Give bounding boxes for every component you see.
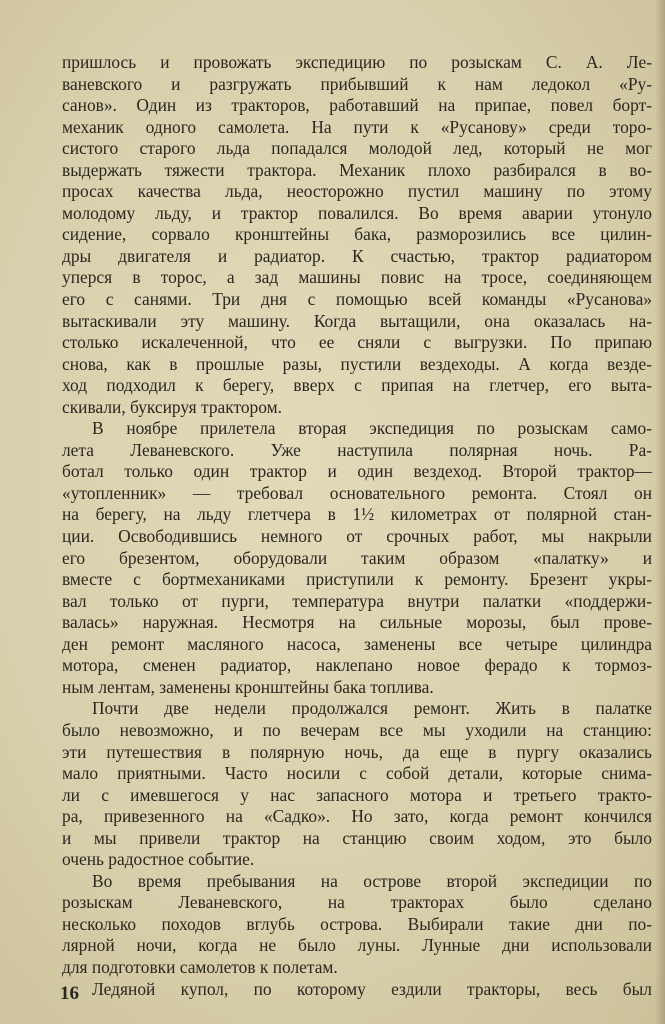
text-line: систого старого льда попадался молодой лед, который не мог — [62, 138, 652, 159]
text-line: ботал только один трактор и один вездеход. Второй трактор— — [62, 461, 652, 482]
text-line: ход подходил к берегу, вверх с припая на глетчер, его выта- — [62, 375, 652, 396]
text-line: мало приятными. Часто носили с собой детали, которые снима- — [62, 763, 652, 784]
text-line: просах качества льда, неосторожно пустил машину по этому — [62, 181, 652, 202]
text-line: В ноябре прилетела вторая экспедиция по розыскам само- — [92, 418, 652, 439]
text-line: механик одного самолета. На пути к «Русанову» среди торо- — [62, 116, 652, 137]
page-number: 16 — [60, 983, 79, 1004]
text-line: ции. Освободившись немного от срочных работ, мы накрыли — [62, 526, 652, 547]
text-line: ваневского и разгружать прибывший к нам ледокол «Ру- — [62, 73, 652, 94]
text-line: ра, привезенного на «Садко». Но зато, когда ремонт кончился — [62, 806, 652, 827]
text-line: Почти две недели продолжался ремонт. Жить в палатке — [92, 698, 652, 719]
text-line: ден ремонт масляного насоса, заменены все четыре цилиндра — [62, 633, 652, 654]
text-line: снова, как в прошлые разы, пустили вездеходы. А когда везде- — [62, 353, 652, 374]
text-line: для подготовки самолетов к полетам. — [62, 956, 338, 977]
text-line: эти путешествия в полярную ночь, да еще в пургу оказались — [62, 741, 652, 762]
text-line: мотора, сменен радиатор, наклепано новое ферадо к тормоз- — [62, 655, 652, 676]
text-line: Ледяной купол, по которому ездили тракторы, весь был — [92, 978, 652, 999]
text-line: вытаскивали эту машину. Когда вытащили, она оказалась на- — [62, 310, 652, 331]
text-line: лета Леваневского. Уже наступила полярная ночь. Ра- — [62, 439, 652, 460]
text-line: «утопленник» — требовал основательного ремонта. Стоял он — [62, 482, 652, 503]
text-line: его брезентом, оборудовали таким образом «палатку» и — [62, 547, 652, 568]
text-line: и мы привели трактор на станцию своим ходом, это было — [62, 827, 652, 848]
text-line: дры двигателя и радиатор. К счастью, трактор радиатором — [62, 245, 652, 266]
text-line: молодому льду, и трактор повалился. Во время аварии утонуло — [62, 202, 652, 223]
page-body-text — [62, 52, 652, 1000]
text-line: лярной ночи, когда не было луны. Лунные дни использовали — [62, 935, 652, 956]
text-line: столько искалеченной, что ее сняли с выгрузки. По припаю — [62, 332, 652, 353]
text-line: на берегу, на льду глетчера в 1½ километрах от полярной стан- — [62, 504, 652, 525]
text-line: несколько походов вглубь острова. Выбирали такие дни по- — [62, 913, 652, 934]
text-line: уперся в торос, а зад машины повис на тросе, соединяющем — [62, 267, 652, 288]
text-line: санов». Один из тракторов, работавший на припае, повел борт- — [62, 95, 652, 116]
text-line: ным лентам, заменены кронштейны бака топлива. — [62, 676, 434, 697]
text-line: вал только от пурги, температура внутри палатки «поддержи- — [62, 590, 652, 611]
text-line: его с санями. Три дня с помощью всей команды «Русанова» — [62, 289, 652, 310]
text-line: Во время пребывания на острове второй экспедиции по — [92, 870, 652, 891]
text-line: пришлось и провожать экспедицию по розыскам С. А. Ле- — [62, 52, 652, 72]
text-line: валась» наружная. Несмотря на сильные морозы, был прове- — [62, 612, 652, 633]
text-line: розыскам Леваневского, на тракторах было сделано — [62, 892, 652, 913]
page-edge-shadow — [655, 0, 665, 1024]
text-line: скивали, буксируя трактором. — [62, 396, 282, 417]
text-line: вместе с бортмеханиками приступили к ремонту. Брезент укры- — [62, 569, 652, 590]
text-line: очень радостное событие. — [62, 849, 255, 870]
text-line: сидение, сорвало кронштейны бака, разморозились все цилин- — [62, 224, 652, 245]
text-line: выдержать тяжести трактора. Механик плохо разбирался в во- — [62, 159, 652, 180]
text-line: было невозможно, и по вечерам все мы уходили на станцию: — [62, 719, 652, 740]
text-line: ли с имевшегося у нас запасного мотора и третьего тракто- — [62, 784, 652, 805]
